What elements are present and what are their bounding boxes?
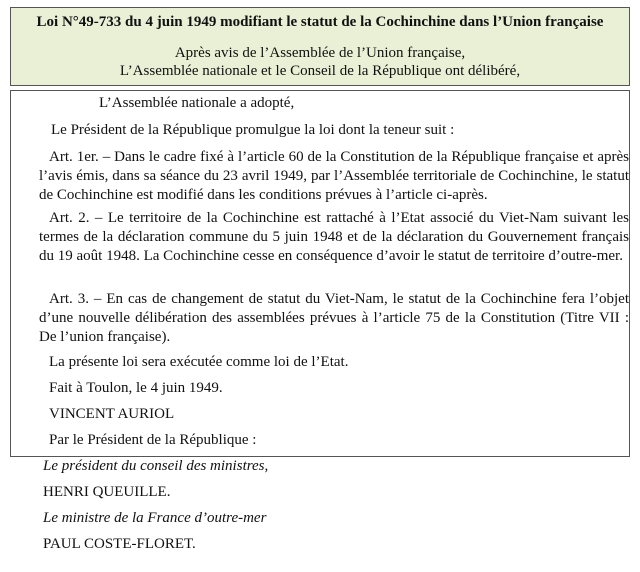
signature-name-overseas-minister: PAUL COSTE-FLORET.	[43, 536, 196, 552]
law-body	[10, 90, 630, 457]
preamble	[11, 44, 629, 80]
execution-clause: La présente loi sera exécutée comme loi de l’Etat.	[49, 354, 349, 370]
adopted-statement: L’Assemblée nationale a adopté,	[99, 95, 295, 111]
by-the-president: Par le Président de la République :	[49, 432, 257, 448]
law-title: Loi N°49-733 du 4 juin 1949 modifiant le statut de la Cochinchine dans l’Union française	[36, 14, 604, 30]
article-2: Art. 2. – Le territoire de la Cochinchine est rattaché à l’Etat associé du Viet-Nam suivant les termes de la déclaration commune du 5 juin 1948 et de la déclaration du Gouvernement français du 19 août 1948. La Cochinchine cesse en conséquence d’avoir le statut de territoire d’outre-mer.	[39, 210, 629, 264]
preamble-line-2: L’Assemblée nationale et le Conseil de la République ont délibéré,	[119, 63, 521, 79]
article-3: Art. 3. – En cas de changement de statut du Viet-Nam, le statut de la Cochinchine fera l’objet d’une nouvelle délibération des assemblées prévues à l’article 75 de la Constitution (Titre VII : De l’union française).	[39, 291, 629, 345]
signature-role-prime-minister: Le président du conseil des ministres,	[43, 458, 269, 474]
signatory-president: VINCENT AURIOL	[49, 406, 175, 422]
signature-name-prime-minister: HENRI QUEUILLE.	[43, 484, 171, 500]
signature-role-overseas-minister: Le ministre de la France d’outre-mer	[43, 510, 267, 526]
article-1: Art. 1er. – Dans le cadre fixé à l’article 60 de la Constitution de la République française et après l’avis émis, dans sa séance du 23 avril 1949, par l’Assemblée territoriale de Cochinchine, le statut de Cochinchine est modifié dans les conditions prévues à l’article ci-après.	[39, 149, 629, 203]
place-and-date: Fait à Toulon, le 4 juin 1949.	[49, 380, 223, 396]
law-header	[10, 7, 630, 86]
promulgation-statement: Le Président de la République promulgue la loi dont la teneur suit :	[51, 122, 455, 138]
preamble-line-1: Après avis de l’Assemblée de l’Union française,	[174, 45, 466, 61]
